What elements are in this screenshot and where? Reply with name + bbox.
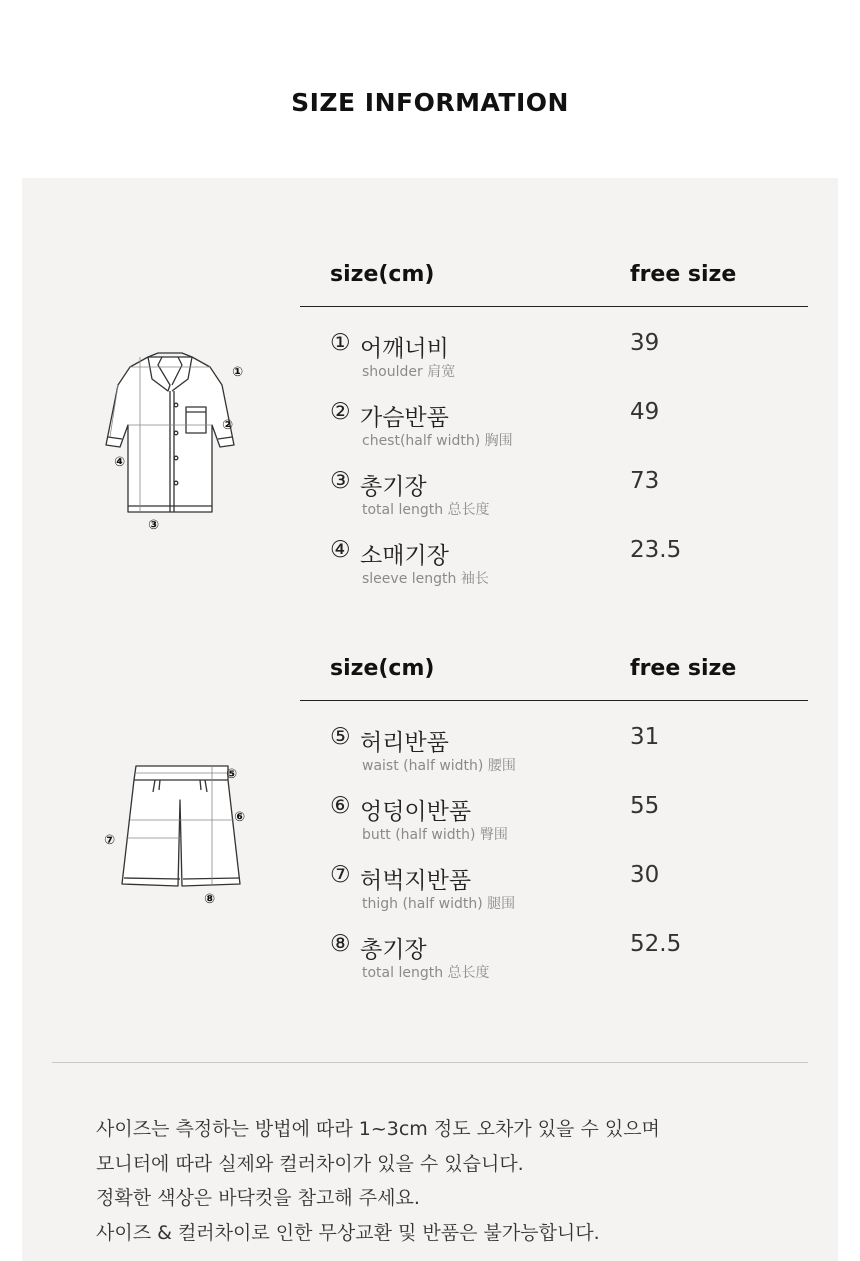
row-value: 23.5	[630, 537, 682, 563]
row-value: 31	[630, 724, 660, 750]
table-row	[300, 931, 808, 1000]
header-size-cm: size(cm)	[330, 656, 435, 681]
row-sublabel: chest(half width) 胸围	[362, 433, 513, 449]
header-size-cm: size(cm)	[330, 262, 435, 287]
note-line: 사이즈는 측정하는 방법에 따라 1~3cm 정도 오차가 있을 수 있으며	[96, 1118, 660, 1140]
table-row	[300, 330, 808, 399]
table-row	[300, 399, 808, 468]
note-line: 사이즈 & 컬러차이로 인한 무상교환 및 반품은 불가능합니다.	[96, 1221, 600, 1244]
row-label: 허벅지반품	[360, 868, 472, 894]
row-label: 총기장	[360, 474, 427, 500]
marker-1: ①	[232, 365, 244, 380]
shorts-illustration	[100, 760, 260, 910]
table-row	[300, 537, 808, 606]
note-line: 모니터에 따라 실제와 컬러차이가 있을 수 있습니다.	[96, 1152, 524, 1175]
row-number: ③	[330, 468, 351, 494]
row-label: 총기장	[360, 937, 427, 963]
marker-5: ⑤	[226, 767, 238, 782]
row-value: 39	[630, 330, 660, 356]
row-sublabel: thigh (half width) 腿围	[362, 896, 516, 912]
row-number: ⑧	[330, 931, 351, 957]
row-sublabel: shoulder 肩宽	[362, 364, 456, 380]
row-sublabel: waist (half width) 腰围	[362, 758, 516, 774]
shorts-size-table	[300, 648, 808, 1000]
row-sublabel: sleeve length 袖长	[362, 571, 489, 587]
marker-3: ③	[148, 518, 160, 533]
shirt-illustration	[100, 345, 260, 535]
marker-4: ④	[114, 455, 126, 470]
table-header	[300, 254, 808, 307]
row-value: 52.5	[630, 931, 682, 957]
marker-8: ⑧	[204, 892, 216, 907]
row-sublabel: total length 总长度	[362, 502, 490, 518]
row-label: 엉덩이반품	[360, 799, 472, 825]
row-number: ⑥	[330, 793, 351, 819]
row-value: 49	[630, 399, 660, 425]
section-divider	[52, 1062, 808, 1063]
row-number: ④	[330, 537, 351, 563]
row-sublabel: butt (half width) 臀围	[362, 827, 508, 843]
notes	[96, 1112, 816, 1250]
row-value: 30	[630, 862, 660, 888]
row-value: 55	[630, 793, 660, 819]
row-number: ⑤	[330, 724, 351, 750]
page-title: SIZE INFORMATION	[291, 88, 569, 117]
table-row	[300, 468, 808, 537]
row-number: ②	[330, 399, 351, 425]
table-row	[300, 793, 808, 862]
shirt-size-table	[300, 254, 808, 606]
header-free-size: free size	[630, 262, 737, 287]
marker-7: ⑦	[104, 833, 116, 848]
marker-2: ②	[222, 418, 234, 433]
row-label: 소매기장	[360, 543, 449, 569]
table-header	[300, 648, 808, 701]
row-number: ①	[330, 330, 351, 356]
row-value: 73	[630, 468, 660, 494]
row-label: 어깨너비	[360, 336, 449, 362]
table-row	[300, 862, 808, 931]
row-sublabel: total length 总长度	[362, 965, 490, 981]
table-row	[300, 724, 808, 793]
marker-6: ⑥	[234, 810, 246, 825]
row-number: ⑦	[330, 862, 351, 888]
note-line: 정확한 색상은 바닥컷을 참고해 주세요.	[96, 1187, 420, 1209]
row-label: 가슴반품	[360, 405, 449, 431]
row-label: 허리반품	[360, 730, 449, 756]
header-free-size: free size	[630, 656, 737, 681]
